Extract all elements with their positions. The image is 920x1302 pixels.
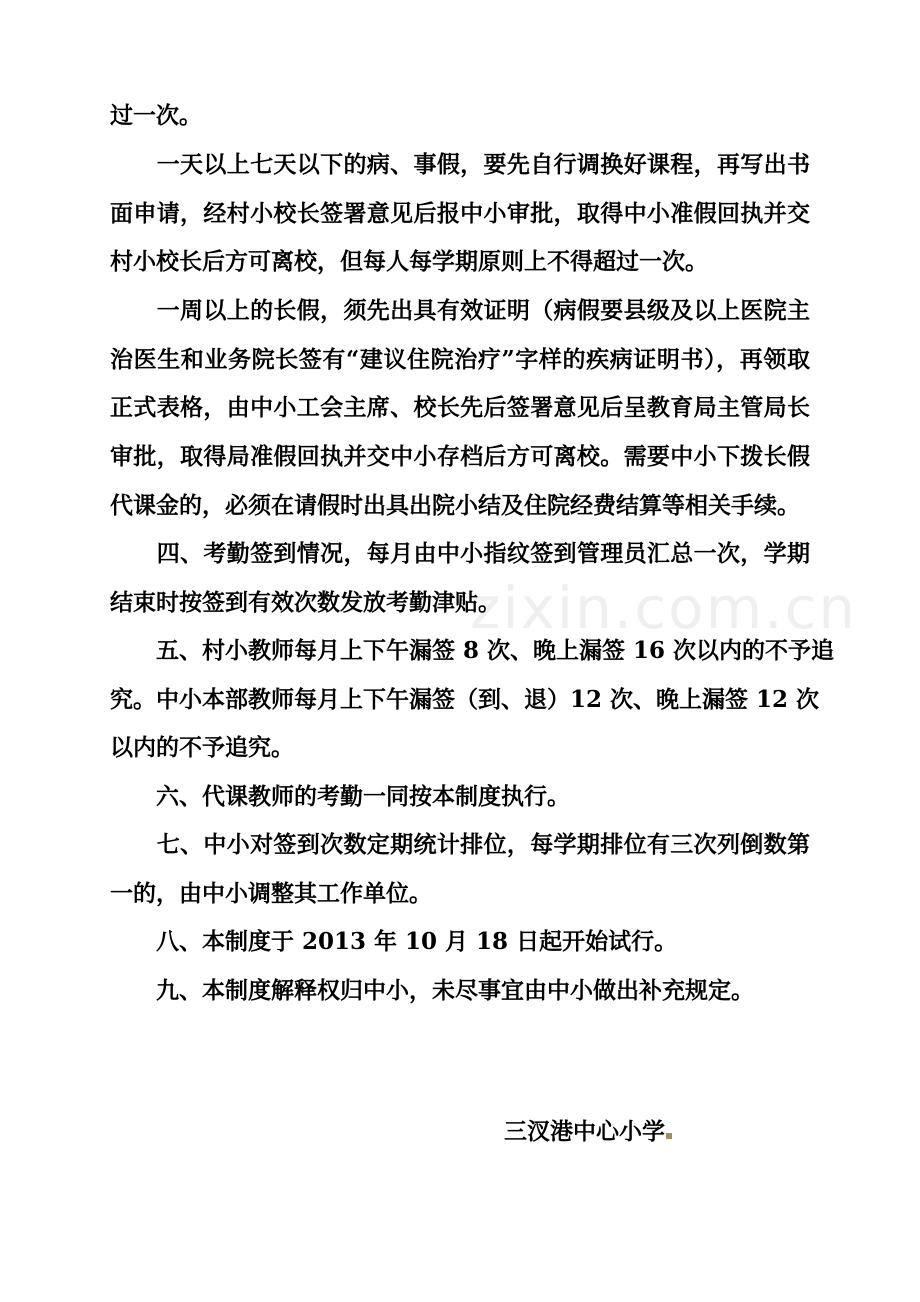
text-line-2: 一天以上七天以下的病、事假，要先自行调换好课程，再写出书 <box>110 151 810 178</box>
text-line-5: 一周以上的长假，须先出具有效证明（病假要县级及以上医院主 <box>110 297 810 324</box>
text-line-12: 五、村小教师每月上下午漏签 8 次、晚上漏签 16 次以内的不予追 <box>110 637 835 664</box>
text-line-13: 究。中小本部教师每月上下午漏签（到、退）12 次、晚上漏签 12 次 <box>110 686 820 713</box>
text-line-18: 八、本制度于 2013 年 10 月 18 日起开始试行。 <box>110 928 678 955</box>
text-line-17: 一的，由中小调整其工作单位。 <box>110 880 432 907</box>
text-line-6: 治医生和业务院长签有“建议住院治疗”字样的疾病证明书），再领取 <box>110 346 810 373</box>
text-line-3: 面申请，经村小校长签署意见后报中小审批，取得中小准假回执并交 <box>110 200 810 227</box>
signature <box>504 1117 672 1147</box>
text-line-15: 六、代课教师的考勤一同按本制度执行。 <box>110 783 570 810</box>
text-line-1: 过一次。 <box>110 102 202 129</box>
text-line-10: 四、考勤签到情况，每月由中小指纹签到管理员汇总一次，学期 <box>110 540 810 567</box>
text-line-19: 九、本制度解释权归中小，未尽事宜由中小做出补充规定。 <box>110 977 754 1004</box>
text-line-14: 以内的不予追究。 <box>110 734 294 761</box>
signature-text: 三汊港中心小学 <box>504 1118 665 1145</box>
text-line-8: 审批，取得局准假回执并交中小存档后方可离校。需要中小下拨长假 <box>110 443 810 470</box>
text-line-4: 村小校长后方可离校，但每人每学期原则上不得超过一次。 <box>110 248 708 275</box>
watermark: zixin.com.cn <box>470 574 858 642</box>
text-line-11: 结束时按签到有效次数发放考勤津贴。 <box>110 589 501 616</box>
text-line-7: 正式表格，由中小工会主席、校长先后签署意见后呈教育局主管局长 <box>110 394 810 421</box>
signature-mark-icon <box>666 1133 672 1139</box>
text-line-16: 七、中小对签到次数定期统计排位，每学期排位有三次列倒数第 <box>110 831 810 858</box>
text-line-9: 代课金的，必须在请假时出具出院小结及住院经费结算等相关手续。 <box>110 492 800 519</box>
